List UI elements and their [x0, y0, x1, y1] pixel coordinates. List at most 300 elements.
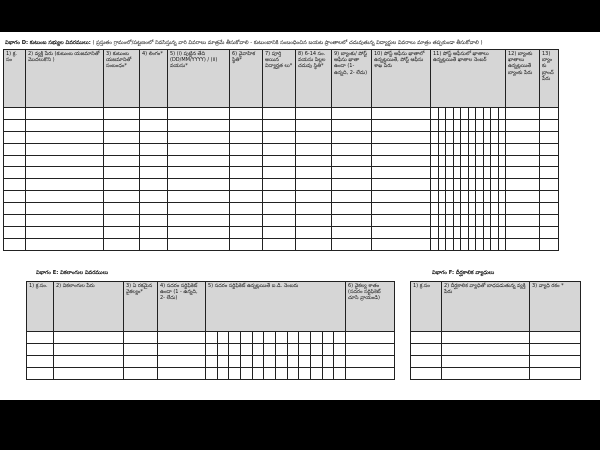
digit-box[interactable]	[491, 191, 499, 202]
digit-box[interactable]	[491, 239, 499, 250]
table-cell[interactable]	[346, 332, 395, 344]
digit-box[interactable]	[469, 239, 477, 250]
digit-box[interactable]	[218, 356, 230, 367]
digit-box[interactable]	[253, 356, 265, 367]
digit-box[interactable]	[476, 108, 484, 119]
digit-box[interactable]	[299, 332, 311, 343]
digit-box[interactable]	[431, 144, 439, 155]
table-cell[interactable]	[506, 167, 540, 179]
table-cell[interactable]	[4, 119, 26, 131]
digit-box[interactable]	[476, 203, 484, 214]
table-cell[interactable]	[26, 191, 104, 203]
table-cell[interactable]	[372, 143, 431, 155]
table-cell[interactable]	[506, 191, 540, 203]
digit-box[interactable]	[253, 368, 265, 379]
digit-box[interactable]	[476, 191, 484, 202]
table-cell[interactable]	[431, 131, 506, 143]
table-cell[interactable]	[540, 167, 559, 179]
digit-box[interactable]	[461, 227, 469, 238]
table-cell[interactable]	[372, 108, 431, 120]
digit-box[interactable]	[446, 144, 454, 155]
table-cell[interactable]	[332, 119, 372, 131]
table-cell[interactable]	[26, 167, 104, 179]
digit-box[interactable]	[469, 179, 477, 190]
table-cell[interactable]	[506, 203, 540, 215]
table-cell[interactable]	[372, 203, 431, 215]
digit-box[interactable]	[218, 368, 230, 379]
table-cell[interactable]	[168, 226, 230, 238]
digit-box[interactable]	[446, 179, 454, 190]
digit-box[interactable]	[499, 156, 506, 167]
table-cell[interactable]	[263, 226, 296, 238]
table-cell[interactable]	[140, 131, 168, 143]
digit-box[interactable]	[469, 120, 477, 131]
digit-box[interactable]	[446, 239, 454, 250]
digit-box[interactable]	[499, 108, 506, 119]
table-cell[interactable]	[168, 203, 230, 215]
digit-box[interactable]	[229, 356, 241, 367]
table-cell[interactable]	[431, 108, 506, 120]
digit-box[interactable]	[206, 356, 218, 367]
digit-box[interactable]	[446, 120, 454, 131]
table-cell[interactable]	[104, 226, 140, 238]
digit-box[interactable]	[288, 332, 300, 343]
table-cell[interactable]	[4, 203, 26, 215]
table-cell[interactable]	[26, 155, 104, 167]
digit-box[interactable]	[229, 368, 241, 379]
digit-box[interactable]	[206, 344, 218, 355]
digit-box[interactable]	[439, 156, 447, 167]
table-cell[interactable]	[411, 343, 442, 355]
digit-box[interactable]	[461, 191, 469, 202]
digit-box[interactable]	[431, 227, 439, 238]
digit-box[interactable]	[446, 132, 454, 143]
table-cell[interactable]	[27, 367, 54, 379]
digit-box[interactable]	[323, 344, 335, 355]
table-cell[interactable]	[372, 179, 431, 191]
digit-box[interactable]	[431, 120, 439, 131]
table-cell[interactable]	[168, 108, 230, 120]
table-cell[interactable]	[26, 119, 104, 131]
table-cell[interactable]	[140, 179, 168, 191]
table-cell[interactable]	[168, 179, 230, 191]
digit-box[interactable]	[454, 191, 462, 202]
digit-box[interactable]	[461, 108, 469, 119]
table-cell[interactable]	[372, 167, 431, 179]
digit-box[interactable]	[299, 356, 311, 367]
digit-box[interactable]	[431, 179, 439, 190]
digit-box[interactable]	[334, 368, 345, 379]
digit-box[interactable]	[241, 344, 253, 355]
table-cell[interactable]	[530, 367, 581, 379]
table-cell[interactable]	[26, 215, 104, 227]
table-cell[interactable]	[104, 143, 140, 155]
table-cell[interactable]	[506, 179, 540, 191]
digit-box[interactable]	[461, 239, 469, 250]
digit-box[interactable]	[439, 120, 447, 131]
table-cell[interactable]	[296, 108, 332, 120]
digit-box[interactable]	[323, 332, 335, 343]
table-cell[interactable]	[54, 332, 124, 344]
digit-box[interactable]	[334, 332, 345, 343]
table-cell[interactable]	[296, 155, 332, 167]
table-cell[interactable]	[346, 355, 395, 367]
digit-box[interactable]	[461, 167, 469, 178]
table-cell[interactable]	[27, 343, 54, 355]
table-cell[interactable]	[206, 367, 346, 379]
table-cell[interactable]	[168, 119, 230, 131]
table-cell[interactable]	[263, 203, 296, 215]
table-cell[interactable]	[372, 155, 431, 167]
table-cell[interactable]	[158, 367, 206, 379]
digit-box[interactable]	[469, 108, 477, 119]
table-cell[interactable]	[296, 179, 332, 191]
digit-box[interactable]	[499, 144, 506, 155]
digit-box[interactable]	[476, 239, 484, 250]
table-cell[interactable]	[372, 238, 431, 250]
table-cell[interactable]	[26, 179, 104, 191]
digit-box[interactable]	[439, 108, 447, 119]
digit-box[interactable]	[241, 368, 253, 379]
table-cell[interactable]	[4, 179, 26, 191]
digit-box[interactable]	[461, 179, 469, 190]
digit-box[interactable]	[264, 344, 276, 355]
table-cell[interactable]	[540, 131, 559, 143]
digit-box[interactable]	[431, 191, 439, 202]
table-cell[interactable]	[411, 355, 442, 367]
table-cell[interactable]	[4, 155, 26, 167]
digit-box[interactable]	[499, 120, 506, 131]
digit-box[interactable]	[499, 239, 506, 250]
table-cell[interactable]	[263, 119, 296, 131]
table-cell[interactable]	[296, 191, 332, 203]
table-cell[interactable]	[540, 191, 559, 203]
digit-box[interactable]	[288, 368, 300, 379]
table-cell[interactable]	[506, 155, 540, 167]
digit-box[interactable]	[446, 215, 454, 226]
digit-box[interactable]	[311, 356, 323, 367]
table-cell[interactable]	[540, 215, 559, 227]
digit-box[interactable]	[454, 120, 462, 131]
digit-box[interactable]	[491, 215, 499, 226]
digit-box[interactable]	[454, 167, 462, 178]
table-cell[interactable]	[332, 191, 372, 203]
digit-box[interactable]	[476, 120, 484, 131]
digit-box[interactable]	[323, 356, 335, 367]
digit-box[interactable]	[469, 156, 477, 167]
digit-box[interactable]	[264, 332, 276, 343]
digit-box[interactable]	[499, 203, 506, 214]
table-cell[interactable]	[332, 215, 372, 227]
table-cell[interactable]	[206, 332, 346, 344]
table-cell[interactable]	[140, 191, 168, 203]
table-cell[interactable]	[230, 167, 263, 179]
digit-box[interactable]	[431, 156, 439, 167]
table-cell[interactable]	[124, 343, 158, 355]
table-cell[interactable]	[140, 238, 168, 250]
digit-box[interactable]	[229, 344, 241, 355]
digit-box[interactable]	[446, 191, 454, 202]
table-cell[interactable]	[332, 179, 372, 191]
digit-box[interactable]	[431, 203, 439, 214]
table-cell[interactable]	[431, 179, 506, 191]
digit-box[interactable]	[334, 344, 345, 355]
digit-box[interactable]	[491, 203, 499, 214]
table-cell[interactable]	[332, 167, 372, 179]
table-cell[interactable]	[26, 108, 104, 120]
table-cell[interactable]	[26, 143, 104, 155]
table-cell[interactable]	[431, 226, 506, 238]
digit-box[interactable]	[264, 356, 276, 367]
table-cell[interactable]	[506, 238, 540, 250]
table-cell[interactable]	[540, 203, 559, 215]
table-cell[interactable]	[263, 108, 296, 120]
table-cell[interactable]	[4, 215, 26, 227]
table-cell[interactable]	[540, 238, 559, 250]
table-cell[interactable]	[168, 131, 230, 143]
table-cell[interactable]	[431, 203, 506, 215]
table-cell[interactable]	[442, 355, 530, 367]
digit-box[interactable]	[276, 344, 288, 355]
digit-box[interactable]	[491, 167, 499, 178]
digit-box[interactable]	[491, 227, 499, 238]
table-cell[interactable]	[230, 191, 263, 203]
digit-box[interactable]	[311, 332, 323, 343]
digit-box[interactable]	[491, 156, 499, 167]
digit-box[interactable]	[253, 332, 265, 343]
table-cell[interactable]	[158, 343, 206, 355]
digit-box[interactable]	[469, 167, 477, 178]
table-cell[interactable]	[372, 191, 431, 203]
table-cell[interactable]	[332, 238, 372, 250]
table-cell[interactable]	[506, 215, 540, 227]
digit-box[interactable]	[454, 239, 462, 250]
table-cell[interactable]	[332, 226, 372, 238]
digit-box[interactable]	[241, 356, 253, 367]
digit-box[interactable]	[461, 144, 469, 155]
digit-box[interactable]	[439, 227, 447, 238]
table-cell[interactable]	[140, 226, 168, 238]
table-cell[interactable]	[296, 167, 332, 179]
table-cell[interactable]	[26, 131, 104, 143]
table-cell[interactable]	[140, 167, 168, 179]
digit-box[interactable]	[491, 132, 499, 143]
table-cell[interactable]	[332, 143, 372, 155]
digit-box[interactable]	[484, 156, 492, 167]
digit-box[interactable]	[476, 215, 484, 226]
digit-box[interactable]	[311, 344, 323, 355]
digit-box[interactable]	[469, 191, 477, 202]
digit-box[interactable]	[476, 156, 484, 167]
digit-box[interactable]	[461, 132, 469, 143]
table-cell[interactable]	[104, 119, 140, 131]
table-cell[interactable]	[431, 119, 506, 131]
table-cell[interactable]	[263, 131, 296, 143]
table-cell[interactable]	[4, 191, 26, 203]
digit-box[interactable]	[461, 203, 469, 214]
digit-box[interactable]	[484, 239, 492, 250]
table-cell[interactable]	[506, 131, 540, 143]
digit-box[interactable]	[484, 179, 492, 190]
table-cell[interactable]	[431, 143, 506, 155]
table-cell[interactable]	[540, 155, 559, 167]
table-cell[interactable]	[230, 226, 263, 238]
table-cell[interactable]	[124, 355, 158, 367]
table-cell[interactable]	[411, 367, 442, 379]
digit-box[interactable]	[334, 356, 345, 367]
table-cell[interactable]	[140, 108, 168, 120]
digit-box[interactable]	[484, 108, 492, 119]
digit-box[interactable]	[431, 215, 439, 226]
table-cell[interactable]	[530, 332, 581, 344]
table-cell[interactable]	[104, 131, 140, 143]
table-cell[interactable]	[431, 191, 506, 203]
table-cell[interactable]	[4, 108, 26, 120]
table-cell[interactable]	[332, 203, 372, 215]
digit-box[interactable]	[491, 144, 499, 155]
table-cell[interactable]	[506, 226, 540, 238]
digit-box[interactable]	[476, 179, 484, 190]
digit-box[interactable]	[241, 332, 253, 343]
digit-box[interactable]	[491, 179, 499, 190]
table-cell[interactable]	[26, 226, 104, 238]
digit-box[interactable]	[484, 167, 492, 178]
table-cell[interactable]	[230, 203, 263, 215]
digit-box[interactable]	[476, 144, 484, 155]
table-cell[interactable]	[263, 155, 296, 167]
table-cell[interactable]	[104, 203, 140, 215]
digit-box[interactable]	[469, 144, 477, 155]
table-cell[interactable]	[296, 226, 332, 238]
digit-box[interactable]	[461, 156, 469, 167]
table-cell[interactable]	[506, 143, 540, 155]
digit-box[interactable]	[454, 179, 462, 190]
table-cell[interactable]	[296, 215, 332, 227]
table-cell[interactable]	[27, 332, 54, 344]
table-cell[interactable]	[346, 343, 395, 355]
table-cell[interactable]	[104, 167, 140, 179]
table-cell[interactable]	[296, 131, 332, 143]
table-cell[interactable]	[158, 332, 206, 344]
table-cell[interactable]	[4, 167, 26, 179]
digit-box[interactable]	[484, 203, 492, 214]
table-cell[interactable]	[140, 119, 168, 131]
table-cell[interactable]	[346, 367, 395, 379]
table-cell[interactable]	[230, 155, 263, 167]
digit-box[interactable]	[476, 227, 484, 238]
digit-box[interactable]	[323, 368, 335, 379]
table-cell[interactable]	[104, 238, 140, 250]
digit-box[interactable]	[439, 132, 447, 143]
digit-box[interactable]	[469, 215, 477, 226]
table-cell[interactable]	[263, 191, 296, 203]
table-cell[interactable]	[372, 131, 431, 143]
table-cell[interactable]	[372, 215, 431, 227]
digit-box[interactable]	[288, 344, 300, 355]
table-cell[interactable]	[140, 215, 168, 227]
table-cell[interactable]	[431, 238, 506, 250]
table-cell[interactable]	[296, 203, 332, 215]
digit-box[interactable]	[491, 120, 499, 131]
digit-box[interactable]	[484, 120, 492, 131]
table-cell[interactable]	[530, 343, 581, 355]
table-cell[interactable]	[296, 238, 332, 250]
table-cell[interactable]	[27, 355, 54, 367]
digit-box[interactable]	[476, 132, 484, 143]
table-cell[interactable]	[168, 191, 230, 203]
table-cell[interactable]	[263, 143, 296, 155]
digit-box[interactable]	[461, 215, 469, 226]
digit-box[interactable]	[484, 191, 492, 202]
table-cell[interactable]	[54, 367, 124, 379]
digit-box[interactable]	[469, 227, 477, 238]
digit-box[interactable]	[446, 156, 454, 167]
digit-box[interactable]	[206, 332, 218, 343]
digit-box[interactable]	[431, 108, 439, 119]
digit-box[interactable]	[499, 132, 506, 143]
digit-box[interactable]	[439, 191, 447, 202]
digit-box[interactable]	[439, 179, 447, 190]
table-cell[interactable]	[206, 343, 346, 355]
digit-box[interactable]	[469, 203, 477, 214]
digit-box[interactable]	[431, 167, 439, 178]
digit-box[interactable]	[499, 191, 506, 202]
digit-box[interactable]	[439, 203, 447, 214]
table-cell[interactable]	[26, 238, 104, 250]
digit-box[interactable]	[439, 167, 447, 178]
table-cell[interactable]	[26, 203, 104, 215]
table-cell[interactable]	[168, 215, 230, 227]
table-cell[interactable]	[4, 143, 26, 155]
table-cell[interactable]	[431, 167, 506, 179]
table-cell[interactable]	[104, 191, 140, 203]
table-cell[interactable]	[540, 179, 559, 191]
table-cell[interactable]	[230, 143, 263, 155]
table-cell[interactable]	[206, 355, 346, 367]
table-cell[interactable]	[140, 203, 168, 215]
table-cell[interactable]	[54, 355, 124, 367]
table-cell[interactable]	[4, 226, 26, 238]
digit-box[interactable]	[499, 179, 506, 190]
digit-box[interactable]	[276, 332, 288, 343]
digit-box[interactable]	[206, 368, 218, 379]
digit-box[interactable]	[484, 227, 492, 238]
table-cell[interactable]	[230, 131, 263, 143]
table-cell[interactable]	[431, 155, 506, 167]
table-cell[interactable]	[540, 226, 559, 238]
digit-box[interactable]	[446, 167, 454, 178]
digit-box[interactable]	[229, 332, 241, 343]
table-cell[interactable]	[104, 155, 140, 167]
table-cell[interactable]	[104, 215, 140, 227]
digit-box[interactable]	[218, 344, 230, 355]
table-cell[interactable]	[230, 238, 263, 250]
digit-box[interactable]	[484, 144, 492, 155]
table-cell[interactable]	[230, 179, 263, 191]
digit-box[interactable]	[431, 239, 439, 250]
digit-box[interactable]	[431, 132, 439, 143]
digit-box[interactable]	[446, 108, 454, 119]
table-cell[interactable]	[411, 332, 442, 344]
table-cell[interactable]	[296, 119, 332, 131]
digit-box[interactable]	[439, 215, 447, 226]
table-cell[interactable]	[442, 367, 530, 379]
table-cell[interactable]	[540, 119, 559, 131]
digit-box[interactable]	[454, 132, 462, 143]
digit-box[interactable]	[454, 203, 462, 214]
digit-box[interactable]	[264, 368, 276, 379]
table-cell[interactable]	[158, 355, 206, 367]
